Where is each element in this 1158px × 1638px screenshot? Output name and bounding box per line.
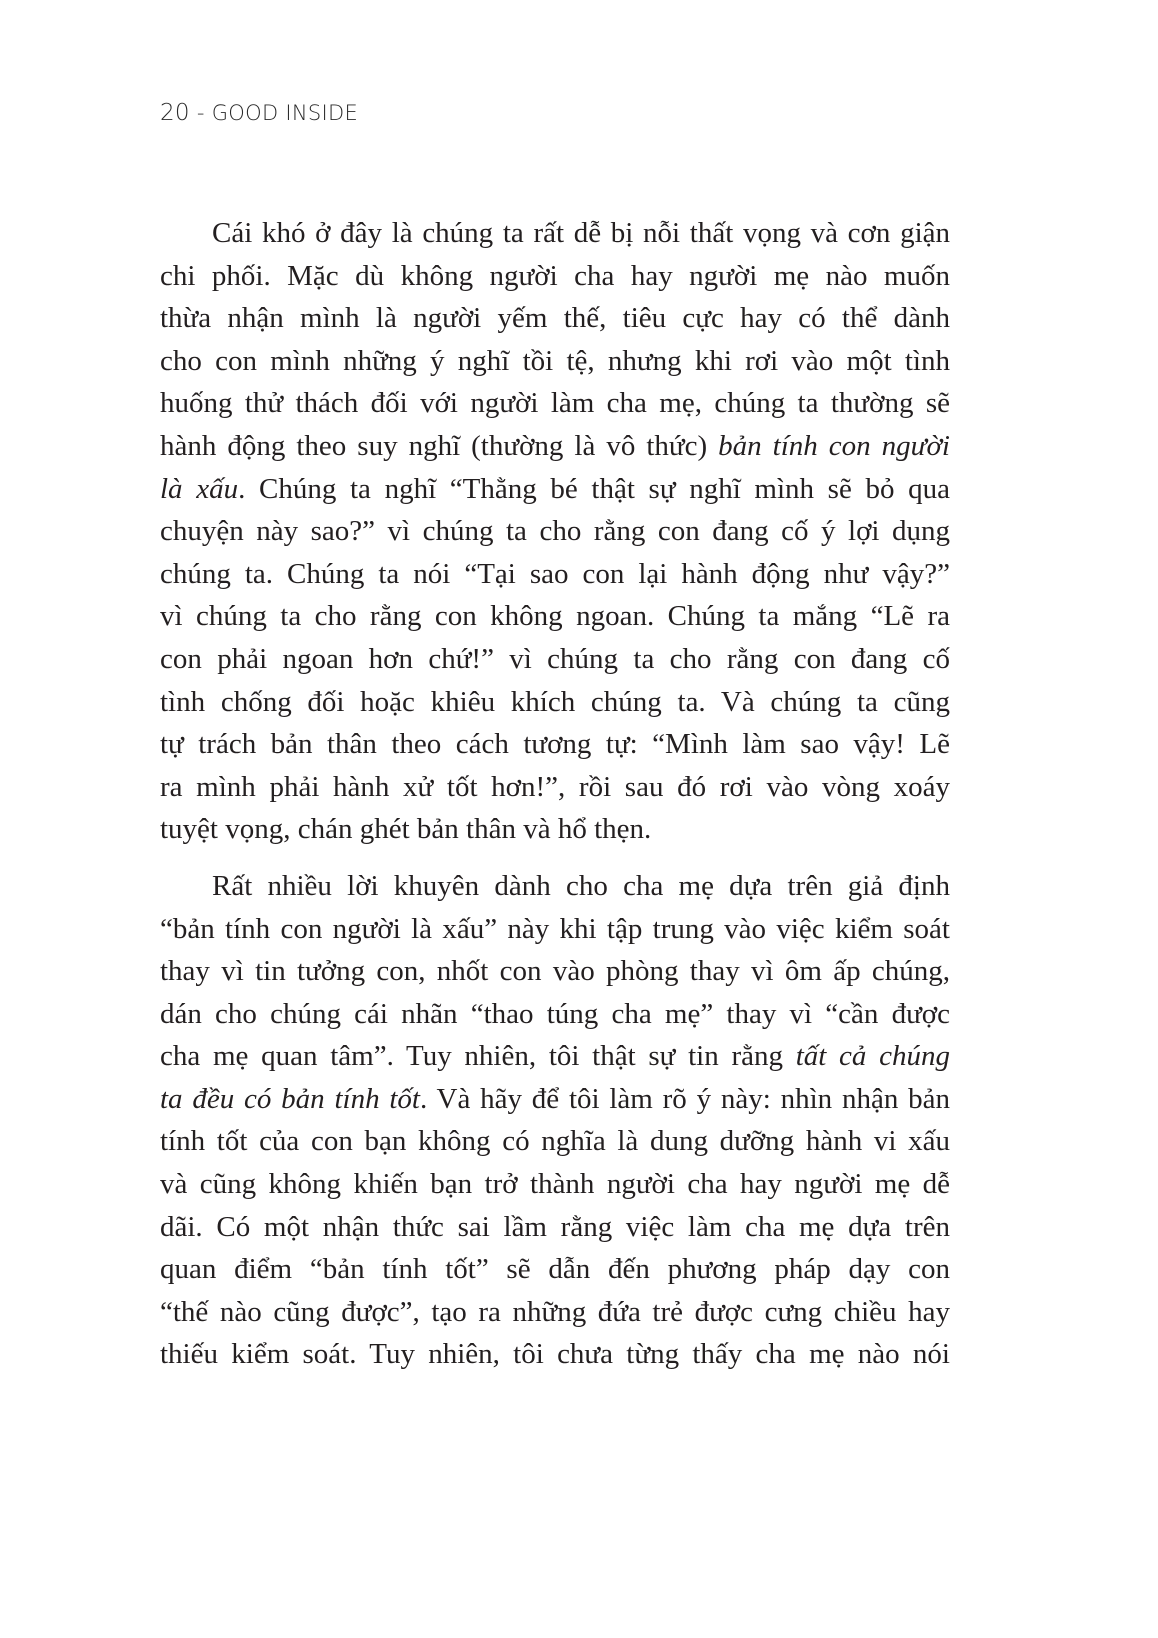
- text-segment: quan điểm “bản tính tốt” sẽ dẫn đến phương pháp dạy con: [160, 1253, 950, 1286]
- text-line: [160, 595, 950, 638]
- text-segment: tình chống đối hoặc khiêu khích chúng ta. Và chúng ta cũng: [160, 685, 950, 718]
- text-line: [160, 993, 950, 1036]
- text-segment: dãi. Có một nhận thức sai lầm rằng việc làm cha mẹ dựa trên: [160, 1210, 950, 1243]
- text-line: [160, 808, 950, 851]
- text-line: [160, 553, 950, 596]
- text-segment: tính tốt của con bạn không có nghĩa là dung dưỡng hành vi xấu: [160, 1125, 950, 1158]
- text-segment: hành động theo suy nghĩ (thường là vô thức): [160, 429, 719, 462]
- text-segment: “bản tính con người là xấu” này khi tập trung vào việc kiểm soát: [160, 912, 950, 945]
- header-separator: -: [189, 101, 212, 125]
- text-line: [160, 382, 950, 425]
- text-segment: cha mẹ quan tâm”. Tuy nhiên, tôi thật sự tin rằng: [160, 1040, 796, 1073]
- text-segment: vì chúng ta cho rằng con không ngoan. Chúng ta mắng “Lẽ ra: [160, 600, 950, 633]
- text-segment: chúng ta. Chúng ta nói “Tại sao con lại hành động như vậy?”: [160, 557, 950, 590]
- text-line: [160, 1120, 950, 1163]
- text-segment: chi phối. Mặc dù không người cha hay người mẹ nào muốn: [160, 259, 950, 292]
- text-line: [160, 510, 950, 553]
- text-segment: “thế nào cũng được”, tạo ra những đứa trẻ được cưng chiều hay: [160, 1295, 950, 1328]
- text-line: [160, 950, 950, 993]
- text-segment: con phải ngoan hơn chứ!” vì chúng ta cho rằng con đang cố: [160, 642, 950, 675]
- text-segment: Rất nhiều lời khuyên dành cho cha mẹ dựa trên giả định: [212, 869, 950, 902]
- text-line: [160, 425, 950, 468]
- text-segment: . Chúng ta nghĩ “Thằng bé thật sự nghĩ mình sẽ bỏ qua: [238, 472, 950, 505]
- text-segment: cho con mình những ý nghĩ tồi tệ, nhưng khi rơi vào một tình: [160, 344, 950, 377]
- text-line: [160, 1035, 950, 1078]
- italic-emphasis: là xấu: [160, 472, 239, 505]
- text-line: [160, 723, 950, 766]
- text-line: [160, 468, 950, 511]
- text-segment: dán cho chúng cái nhãn “thao túng cha mẹ” thay vì “cần được: [160, 997, 950, 1030]
- text-segment: ra mình phải hành xử tốt hơn!”, rồi sau đó rơi vào vòng xoáy: [160, 770, 950, 803]
- text-segment: chuyện này sao?” vì chúng ta cho rằng con đang cố ý lợi dụng: [160, 515, 950, 548]
- text-line: [160, 1163, 950, 1206]
- text-line: [160, 1333, 950, 1376]
- italic-emphasis: tất cả chúng: [795, 1040, 951, 1073]
- paragraph-2: [160, 865, 950, 1376]
- text-line: [160, 1078, 950, 1121]
- text-line: [160, 681, 950, 724]
- italic-emphasis: bản tính con người: [718, 429, 950, 462]
- text-line: [160, 865, 950, 908]
- text-line: [160, 1291, 950, 1334]
- text-segment: thiếu kiểm soát. Tuy nhiên, tôi chưa từng thấy cha mẹ nào nói: [160, 1338, 950, 1371]
- paragraph-1: [160, 212, 950, 851]
- text-segment: tuyệt vọng, chán ghét bản thân và hổ thẹn.: [160, 813, 652, 846]
- book-title: GOOD INSIDE: [211, 101, 359, 125]
- text-line: [160, 638, 950, 681]
- text-line: [160, 1248, 950, 1291]
- text-line: [160, 1206, 950, 1249]
- page-number: 20: [160, 100, 190, 126]
- text-line: [160, 766, 950, 809]
- text-segment: huống thử thách đối với người làm cha mẹ, chúng ta thường sẽ: [160, 387, 950, 420]
- italic-emphasis: ta đều có bản tính tốt: [160, 1082, 420, 1115]
- text-segment: . Và hãy để tôi làm rõ ý này: nhìn nhận bản: [420, 1082, 950, 1115]
- text-line: [160, 212, 950, 255]
- text-line: [160, 340, 950, 383]
- text-segment: và cũng không khiến bạn trở thành người cha hay người mẹ dễ: [160, 1168, 950, 1201]
- body-text: [160, 212, 950, 1376]
- text-segment: thừa nhận mình là người yếm thế, tiêu cực hay có thể dành: [160, 302, 950, 335]
- running-header: [160, 100, 358, 126]
- text-line: [160, 297, 950, 340]
- text-segment: tự trách bản thân theo cách tương tự: “Mình làm sao vậy! Lẽ: [160, 728, 950, 761]
- text-segment: Cái khó ở đây là chúng ta rất dễ bị nỗi thất vọng và cơn giận: [212, 217, 950, 249]
- text-line: [160, 255, 950, 298]
- text-line: [160, 908, 950, 951]
- text-segment: thay vì tin tưởng con, nhốt con vào phòng thay vì ôm ấp chúng,: [160, 955, 950, 988]
